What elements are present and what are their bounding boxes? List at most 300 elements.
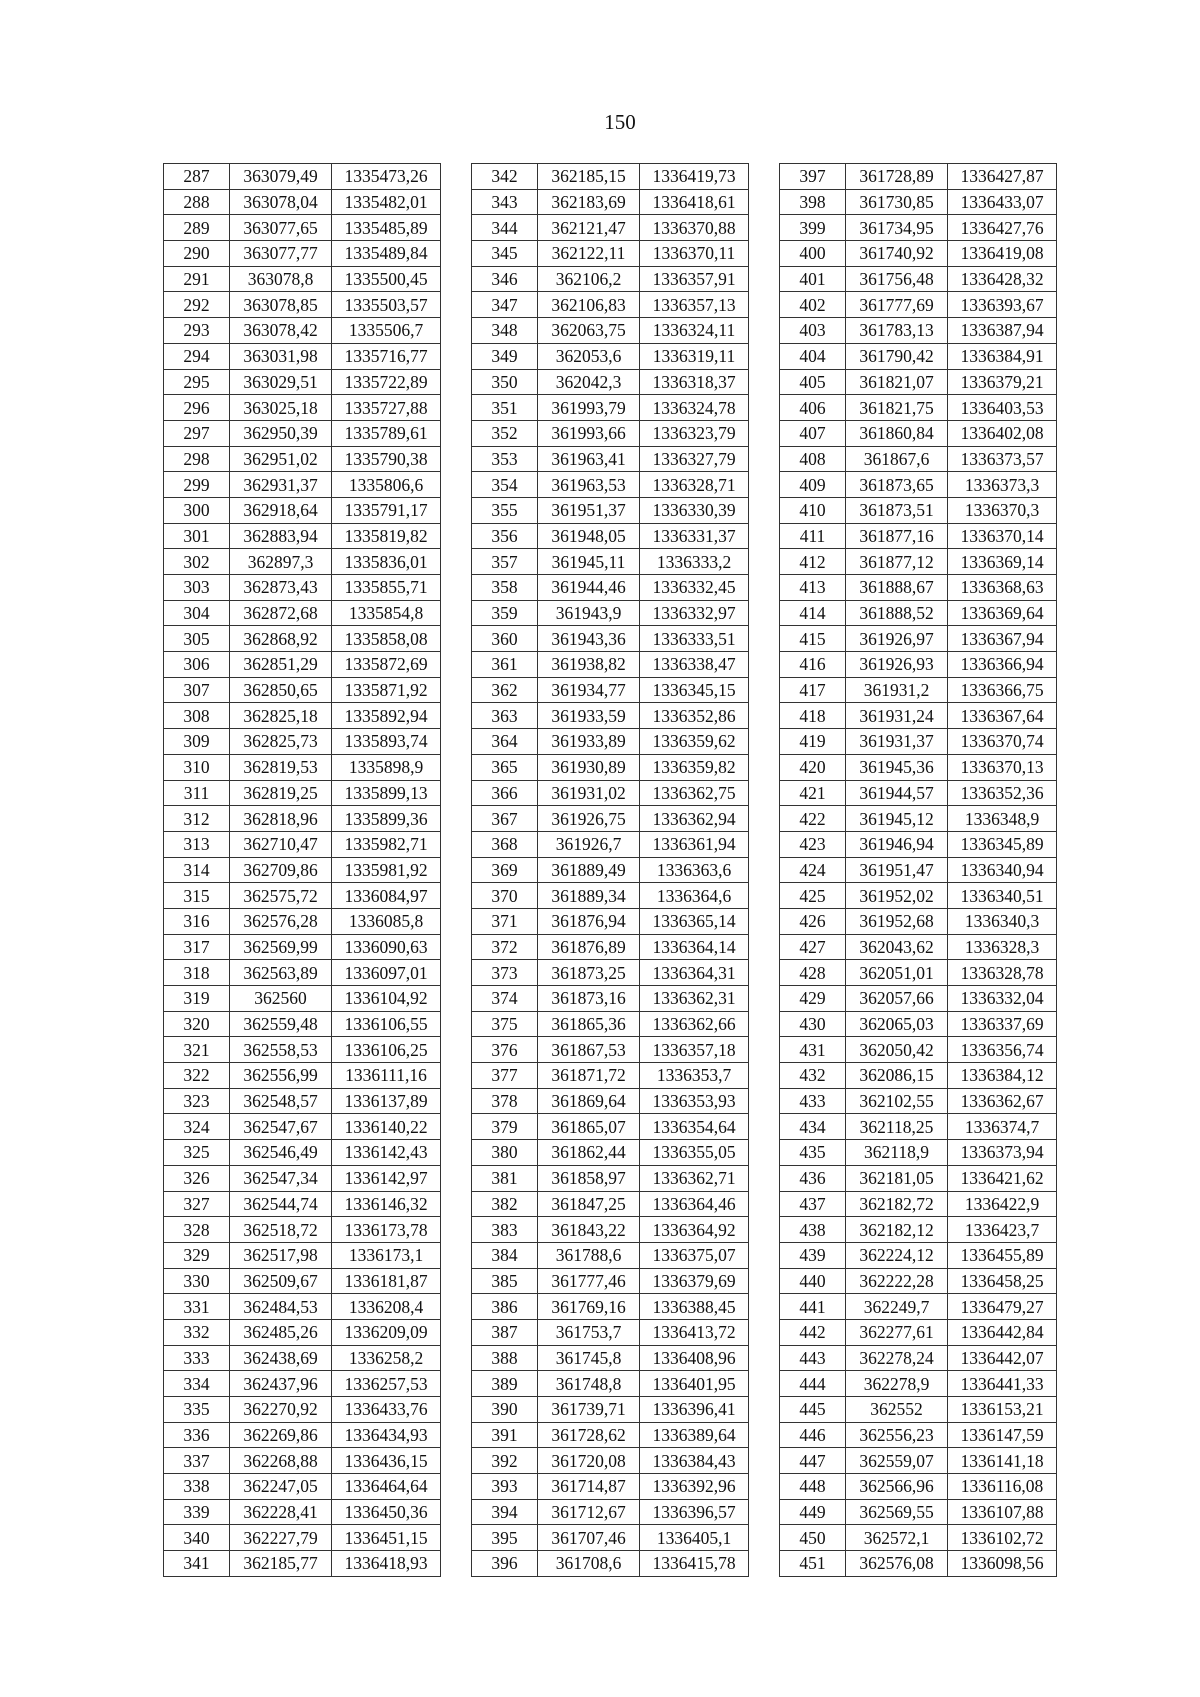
y-coordinate-cell: 1335899,36 [332, 806, 441, 832]
table-row [472, 292, 749, 318]
x-coordinate-cell: 362278,24 [846, 1345, 948, 1371]
table-row [780, 780, 1057, 806]
point-number-cell: 312 [164, 806, 230, 832]
table-row [472, 908, 749, 934]
point-number-cell: 401 [780, 266, 846, 292]
x-coordinate-cell: 362556,23 [846, 1422, 948, 1448]
x-coordinate-cell: 362181,05 [846, 1165, 948, 1191]
x-coordinate-cell: 362183,69 [538, 189, 640, 215]
table-row [164, 1268, 441, 1294]
point-number-cell: 361 [472, 652, 538, 678]
y-coordinate-cell: 1336370,11 [640, 241, 749, 267]
table-row [780, 1268, 1057, 1294]
y-coordinate-cell: 1336332,45 [640, 575, 749, 601]
table-row [472, 934, 749, 960]
y-coordinate-cell: 1336373,94 [948, 1140, 1057, 1166]
y-coordinate-cell: 1335872,69 [332, 652, 441, 678]
x-coordinate-cell: 362818,96 [230, 806, 332, 832]
x-coordinate-cell: 362547,67 [230, 1114, 332, 1140]
point-number-cell: 381 [472, 1165, 538, 1191]
x-coordinate-cell: 361748,8 [538, 1371, 640, 1397]
point-number-cell: 392 [472, 1448, 538, 1474]
table-row [472, 1474, 749, 1500]
table-row [780, 1242, 1057, 1268]
y-coordinate-cell: 1336353,7 [640, 1063, 749, 1089]
table-row [164, 1422, 441, 1448]
y-coordinate-cell: 1336333,51 [640, 626, 749, 652]
coordinate-tables [163, 163, 1057, 1577]
point-number-cell: 378 [472, 1088, 538, 1114]
table-row [164, 497, 441, 523]
x-coordinate-cell: 362247,05 [230, 1474, 332, 1500]
x-coordinate-cell: 362182,72 [846, 1191, 948, 1217]
y-coordinate-cell: 1336328,71 [640, 472, 749, 498]
y-coordinate-cell: 1336209,09 [332, 1319, 441, 1345]
x-coordinate-cell: 362278,9 [846, 1371, 948, 1397]
x-coordinate-cell: 361876,94 [538, 908, 640, 934]
y-coordinate-cell: 1335854,8 [332, 600, 441, 626]
x-coordinate-cell: 361867,53 [538, 1037, 640, 1063]
x-coordinate-cell: 362544,74 [230, 1191, 332, 1217]
table-row [164, 729, 441, 755]
table-row [164, 831, 441, 857]
table-row [472, 600, 749, 626]
x-coordinate-cell: 362709,86 [230, 857, 332, 883]
y-coordinate-cell: 1336364,46 [640, 1191, 749, 1217]
y-coordinate-cell: 1335898,9 [332, 754, 441, 780]
point-number-cell: 414 [780, 600, 846, 626]
point-number-cell: 355 [472, 497, 538, 523]
table-row [164, 1063, 441, 1089]
point-number-cell: 448 [780, 1474, 846, 1500]
point-number-cell: 302 [164, 549, 230, 575]
y-coordinate-cell: 1335855,71 [332, 575, 441, 601]
y-coordinate-cell: 1336367,64 [948, 703, 1057, 729]
point-number-cell: 429 [780, 986, 846, 1012]
y-coordinate-cell: 1335790,38 [332, 446, 441, 472]
point-number-cell: 347 [472, 292, 538, 318]
table-row [164, 1525, 441, 1551]
x-coordinate-cell: 361926,93 [846, 652, 948, 678]
point-number-cell: 436 [780, 1165, 846, 1191]
table-row [780, 1345, 1057, 1371]
y-coordinate-cell: 1336330,39 [640, 497, 749, 523]
table-row [472, 729, 749, 755]
point-number-cell: 412 [780, 549, 846, 575]
table-row [780, 986, 1057, 1012]
y-coordinate-cell: 1335981,92 [332, 857, 441, 883]
y-coordinate-cell: 1335791,17 [332, 497, 441, 523]
x-coordinate-cell: 363078,42 [230, 318, 332, 344]
y-coordinate-cell: 1336173,78 [332, 1217, 441, 1243]
table-row [780, 1063, 1057, 1089]
point-number-cell: 294 [164, 343, 230, 369]
y-coordinate-cell: 1335506,7 [332, 318, 441, 344]
point-number-cell: 310 [164, 754, 230, 780]
x-coordinate-cell: 361938,82 [538, 652, 640, 678]
y-coordinate-cell: 1336257,53 [332, 1371, 441, 1397]
point-number-cell: 315 [164, 883, 230, 909]
table-row [472, 703, 749, 729]
table-row [780, 729, 1057, 755]
point-number-cell: 399 [780, 215, 846, 241]
x-coordinate-cell: 362185,77 [230, 1551, 332, 1577]
y-coordinate-cell: 1336427,76 [948, 215, 1057, 241]
point-number-cell: 402 [780, 292, 846, 318]
y-coordinate-cell: 1336413,72 [640, 1319, 749, 1345]
point-number-cell: 396 [472, 1551, 538, 1577]
y-coordinate-cell: 1336455,89 [948, 1242, 1057, 1268]
point-number-cell: 390 [472, 1397, 538, 1423]
x-coordinate-cell: 361946,94 [846, 831, 948, 857]
x-coordinate-cell: 361945,36 [846, 754, 948, 780]
point-number-cell: 325 [164, 1140, 230, 1166]
point-number-cell: 291 [164, 266, 230, 292]
x-coordinate-cell: 362222,28 [846, 1268, 948, 1294]
x-coordinate-cell: 361777,69 [846, 292, 948, 318]
y-coordinate-cell: 1336370,3 [948, 497, 1057, 523]
y-coordinate-cell: 1336338,47 [640, 652, 749, 678]
x-coordinate-cell: 361707,46 [538, 1525, 640, 1551]
y-coordinate-cell: 1336098,56 [948, 1551, 1057, 1577]
table-row [472, 1063, 749, 1089]
x-coordinate-cell: 362552 [846, 1397, 948, 1423]
table-row [780, 292, 1057, 318]
table-row [164, 754, 441, 780]
table-row [164, 292, 441, 318]
table-row [780, 1499, 1057, 1525]
table-row [472, 1217, 749, 1243]
table-row [472, 1011, 749, 1037]
x-coordinate-cell: 362825,18 [230, 703, 332, 729]
table-row [780, 934, 1057, 960]
point-number-cell: 327 [164, 1191, 230, 1217]
x-coordinate-cell: 362873,43 [230, 575, 332, 601]
y-coordinate-cell: 1336111,16 [332, 1063, 441, 1089]
table-row [472, 780, 749, 806]
table-row [472, 1165, 749, 1191]
table-row [780, 1191, 1057, 1217]
table-row [780, 806, 1057, 832]
table-row [472, 1345, 749, 1371]
x-coordinate-cell: 363029,51 [230, 369, 332, 395]
point-number-cell: 368 [472, 831, 538, 857]
x-coordinate-cell: 362517,98 [230, 1242, 332, 1268]
x-coordinate-cell: 362065,03 [846, 1011, 948, 1037]
point-number-cell: 438 [780, 1217, 846, 1243]
x-coordinate-cell: 362872,68 [230, 600, 332, 626]
y-coordinate-cell: 1336137,89 [332, 1088, 441, 1114]
y-coordinate-cell: 1335473,26 [332, 164, 441, 190]
y-coordinate-cell: 1336106,55 [332, 1011, 441, 1037]
point-number-cell: 431 [780, 1037, 846, 1063]
point-number-cell: 317 [164, 934, 230, 960]
point-number-cell: 295 [164, 369, 230, 395]
point-number-cell: 344 [472, 215, 538, 241]
point-number-cell: 365 [472, 754, 538, 780]
table-row [164, 164, 441, 190]
x-coordinate-cell: 361944,46 [538, 575, 640, 601]
table-row [164, 1114, 441, 1140]
y-coordinate-cell: 1336464,64 [332, 1474, 441, 1500]
y-coordinate-cell: 1336366,94 [948, 652, 1057, 678]
point-number-cell: 385 [472, 1268, 538, 1294]
point-number-cell: 308 [164, 703, 230, 729]
y-coordinate-cell: 1336396,57 [640, 1499, 749, 1525]
x-coordinate-cell: 362102,55 [846, 1088, 948, 1114]
point-number-cell: 316 [164, 908, 230, 934]
table-row [164, 215, 441, 241]
y-coordinate-cell: 1336423,7 [948, 1217, 1057, 1243]
y-coordinate-cell: 1336362,75 [640, 780, 749, 806]
x-coordinate-cell: 362086,15 [846, 1063, 948, 1089]
table-row [472, 626, 749, 652]
x-coordinate-cell: 362576,28 [230, 908, 332, 934]
x-coordinate-cell: 362268,88 [230, 1448, 332, 1474]
y-coordinate-cell: 1336374,7 [948, 1114, 1057, 1140]
table-row [164, 523, 441, 549]
y-coordinate-cell: 1336348,9 [948, 806, 1057, 832]
table-row [780, 600, 1057, 626]
x-coordinate-cell: 361871,72 [538, 1063, 640, 1089]
table-row [780, 1037, 1057, 1063]
x-coordinate-cell: 362569,99 [230, 934, 332, 960]
table-row [164, 626, 441, 652]
point-number-cell: 447 [780, 1448, 846, 1474]
x-coordinate-cell: 361931,2 [846, 677, 948, 703]
y-coordinate-cell: 1336359,62 [640, 729, 749, 755]
point-number-cell: 442 [780, 1319, 846, 1345]
table-row [472, 1140, 749, 1166]
x-coordinate-cell: 362560 [230, 986, 332, 1012]
coordinate-table [779, 163, 1057, 1577]
x-coordinate-cell: 362063,75 [538, 318, 640, 344]
x-coordinate-cell: 362559,07 [846, 1448, 948, 1474]
table-row [780, 1371, 1057, 1397]
y-coordinate-cell: 1336208,4 [332, 1294, 441, 1320]
table-row [164, 1397, 441, 1423]
table-row [164, 1448, 441, 1474]
y-coordinate-cell: 1336384,12 [948, 1063, 1057, 1089]
point-number-cell: 340 [164, 1525, 230, 1551]
y-coordinate-cell: 1336364,14 [640, 934, 749, 960]
table-row [472, 472, 749, 498]
point-number-cell: 333 [164, 1345, 230, 1371]
table-row [164, 318, 441, 344]
x-coordinate-cell: 361873,65 [846, 472, 948, 498]
y-coordinate-cell: 1336153,21 [948, 1397, 1057, 1423]
y-coordinate-cell: 1336364,31 [640, 960, 749, 986]
table-row [164, 1165, 441, 1191]
x-coordinate-cell: 362182,12 [846, 1217, 948, 1243]
point-number-cell: 366 [472, 780, 538, 806]
x-coordinate-cell: 361873,51 [846, 497, 948, 523]
point-number-cell: 446 [780, 1422, 846, 1448]
point-number-cell: 441 [780, 1294, 846, 1320]
table-row [164, 1242, 441, 1268]
table-row [780, 1114, 1057, 1140]
y-coordinate-cell: 1336365,14 [640, 908, 749, 934]
point-number-cell: 348 [472, 318, 538, 344]
point-number-cell: 421 [780, 780, 846, 806]
table-row [164, 1474, 441, 1500]
x-coordinate-cell: 361945,11 [538, 549, 640, 575]
table-row [780, 497, 1057, 523]
x-coordinate-cell: 361888,67 [846, 575, 948, 601]
page-number: 150 [604, 110, 636, 134]
y-coordinate-cell: 1336116,08 [948, 1474, 1057, 1500]
table-row [164, 1294, 441, 1320]
x-coordinate-cell: 361756,48 [846, 266, 948, 292]
point-number-cell: 410 [780, 497, 846, 523]
point-number-cell: 440 [780, 1268, 846, 1294]
table-row [472, 831, 749, 857]
x-coordinate-cell: 361926,97 [846, 626, 948, 652]
table-row [164, 1551, 441, 1577]
table-row [472, 164, 749, 190]
y-coordinate-cell: 1336403,53 [948, 395, 1057, 421]
x-coordinate-cell: 362269,86 [230, 1422, 332, 1448]
y-coordinate-cell: 1336097,01 [332, 960, 441, 986]
table-row [164, 1037, 441, 1063]
y-coordinate-cell: 1336181,87 [332, 1268, 441, 1294]
table-row [472, 1371, 749, 1397]
point-number-cell: 404 [780, 343, 846, 369]
table-row [780, 523, 1057, 549]
table-row [472, 343, 749, 369]
y-coordinate-cell: 1336442,84 [948, 1319, 1057, 1345]
y-coordinate-cell: 1336401,95 [640, 1371, 749, 1397]
y-coordinate-cell: 1335982,71 [332, 831, 441, 857]
table-row [472, 241, 749, 267]
x-coordinate-cell: 362057,66 [846, 986, 948, 1012]
y-coordinate-cell: 1336408,96 [640, 1345, 749, 1371]
table-row [164, 241, 441, 267]
table-row [164, 575, 441, 601]
table-row [164, 652, 441, 678]
y-coordinate-cell: 1335482,01 [332, 189, 441, 215]
y-coordinate-cell: 1336370,74 [948, 729, 1057, 755]
point-number-cell: 423 [780, 831, 846, 857]
table-row [780, 164, 1057, 190]
y-coordinate-cell: 1336340,94 [948, 857, 1057, 883]
table-row [472, 318, 749, 344]
point-number-cell: 406 [780, 395, 846, 421]
table-row [780, 1088, 1057, 1114]
table-row [780, 343, 1057, 369]
point-number-cell: 433 [780, 1088, 846, 1114]
point-number-cell: 393 [472, 1474, 538, 1500]
x-coordinate-cell: 361926,7 [538, 831, 640, 857]
y-coordinate-cell: 1336327,79 [640, 446, 749, 472]
point-number-cell: 345 [472, 241, 538, 267]
x-coordinate-cell: 363077,77 [230, 241, 332, 267]
table-row [164, 703, 441, 729]
x-coordinate-cell: 361728,89 [846, 164, 948, 190]
x-coordinate-cell: 361769,16 [538, 1294, 640, 1320]
x-coordinate-cell: 362485,26 [230, 1319, 332, 1345]
x-coordinate-cell: 361889,49 [538, 857, 640, 883]
x-coordinate-cell: 362825,73 [230, 729, 332, 755]
table-row [164, 395, 441, 421]
x-coordinate-cell: 362270,92 [230, 1397, 332, 1423]
point-number-cell: 434 [780, 1114, 846, 1140]
table-row [780, 1448, 1057, 1474]
table-row [472, 1294, 749, 1320]
point-number-cell: 370 [472, 883, 538, 909]
table-row [164, 472, 441, 498]
table-row [472, 883, 749, 909]
table-row [780, 1474, 1057, 1500]
point-number-cell: 354 [472, 472, 538, 498]
y-coordinate-cell: 1336357,18 [640, 1037, 749, 1063]
x-coordinate-cell: 361873,16 [538, 986, 640, 1012]
y-coordinate-cell: 1336142,97 [332, 1165, 441, 1191]
x-coordinate-cell: 362566,96 [846, 1474, 948, 1500]
point-number-cell: 397 [780, 164, 846, 190]
table-row [780, 549, 1057, 575]
y-coordinate-cell: 1336451,15 [332, 1525, 441, 1551]
y-coordinate-cell: 1336373,57 [948, 446, 1057, 472]
x-coordinate-cell: 362931,37 [230, 472, 332, 498]
y-coordinate-cell: 1336368,63 [948, 575, 1057, 601]
x-coordinate-cell: 362851,29 [230, 652, 332, 678]
coordinate-table [471, 163, 749, 1577]
point-number-cell: 426 [780, 908, 846, 934]
x-coordinate-cell: 362559,48 [230, 1011, 332, 1037]
x-coordinate-cell: 362228,41 [230, 1499, 332, 1525]
y-coordinate-cell: 1336370,13 [948, 754, 1057, 780]
x-coordinate-cell: 362249,7 [846, 1294, 948, 1320]
x-coordinate-cell: 361944,57 [846, 780, 948, 806]
point-number-cell: 314 [164, 857, 230, 883]
y-coordinate-cell: 1336375,07 [640, 1242, 749, 1268]
point-number-cell: 425 [780, 883, 846, 909]
point-number-cell: 351 [472, 395, 538, 421]
table-row [472, 857, 749, 883]
y-coordinate-cell: 1336393,67 [948, 292, 1057, 318]
point-number-cell: 296 [164, 395, 230, 421]
table-row [164, 1217, 441, 1243]
point-number-cell: 419 [780, 729, 846, 755]
point-number-cell: 372 [472, 934, 538, 960]
point-number-cell: 449 [780, 1499, 846, 1525]
table-row [780, 395, 1057, 421]
y-coordinate-cell: 1336324,78 [640, 395, 749, 421]
x-coordinate-cell: 361933,89 [538, 729, 640, 755]
point-number-cell: 374 [472, 986, 538, 1012]
y-coordinate-cell: 1336364,6 [640, 883, 749, 909]
point-number-cell: 299 [164, 472, 230, 498]
y-coordinate-cell: 1336421,62 [948, 1165, 1057, 1191]
x-coordinate-cell: 361869,64 [538, 1088, 640, 1114]
x-coordinate-cell: 361963,41 [538, 446, 640, 472]
point-number-cell: 420 [780, 754, 846, 780]
table-row [472, 986, 749, 1012]
x-coordinate-cell: 361714,87 [538, 1474, 640, 1500]
x-coordinate-cell: 361783,13 [846, 318, 948, 344]
table-row [472, 1448, 749, 1474]
point-number-cell: 405 [780, 369, 846, 395]
x-coordinate-cell: 361931,37 [846, 729, 948, 755]
table-row [780, 318, 1057, 344]
x-coordinate-cell: 363077,65 [230, 215, 332, 241]
x-coordinate-cell: 361843,22 [538, 1217, 640, 1243]
coordinate-table [163, 163, 441, 1577]
x-coordinate-cell: 361777,46 [538, 1268, 640, 1294]
point-number-cell: 439 [780, 1242, 846, 1268]
y-coordinate-cell: 1336362,31 [640, 986, 749, 1012]
